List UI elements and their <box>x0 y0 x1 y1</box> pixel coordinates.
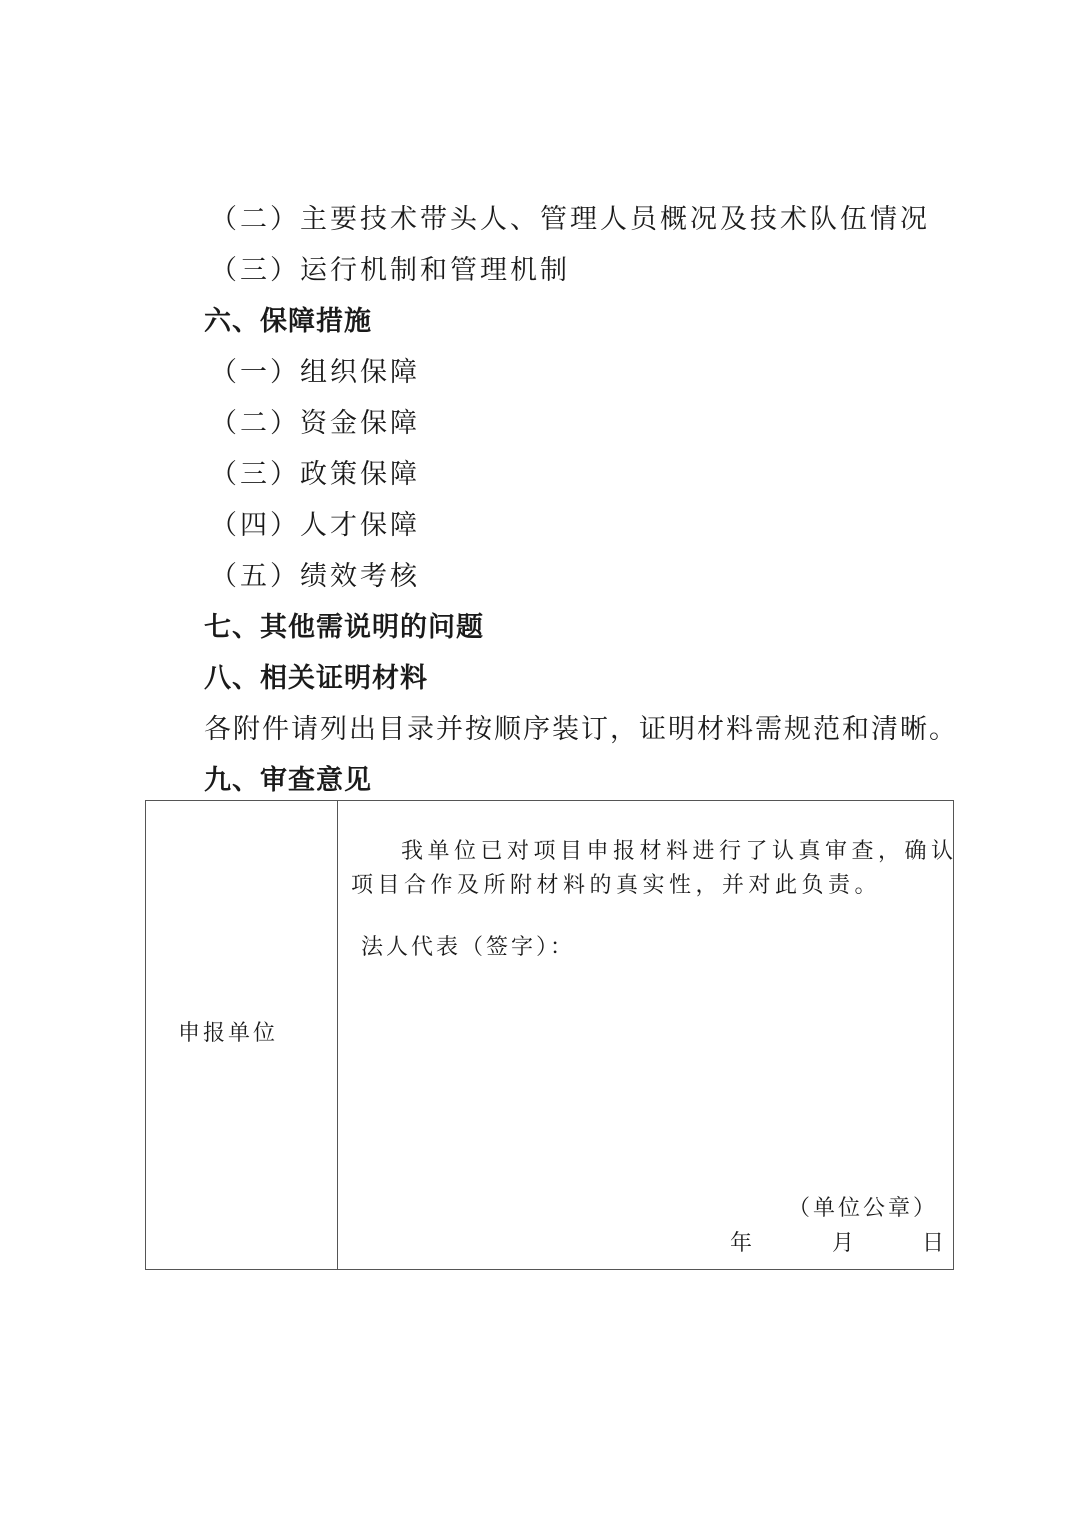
outline-item-tech-team: （二）主要技术带头人、管理人员概况及技术队伍情况 <box>210 204 930 235</box>
section-heading-review-opinion: 九、审查意见 <box>204 765 372 796</box>
review-opinion-table <box>145 800 958 1270</box>
date-year-label: 年 <box>730 1231 753 1256</box>
review-statement-line-2: 项目合作及所附材料的真实性，并对此负责。 <box>351 873 882 898</box>
date-day-label: 日 <box>922 1231 945 1256</box>
section-heading-safeguards: 六、保障措施 <box>204 306 372 337</box>
date-month-label: 月 <box>832 1231 855 1256</box>
outline-item-policy: （三）政策保障 <box>210 459 420 490</box>
section-heading-other-issues: 七、其他需说明的问题 <box>204 612 484 643</box>
legal-representative-signature-field: 法人代表（签字）： <box>361 935 576 960</box>
applicant-unit-label: 申报单位 <box>178 1021 279 1046</box>
outline-item-mechanism: （三）运行机制和管理机制 <box>210 255 570 286</box>
outline-item-organization: （一）组织保障 <box>210 357 420 388</box>
supporting-materials-note: 各附件请列出目录并按顺序装订，证明材料需规范和清晰。 <box>204 714 958 745</box>
review-statement-line-1: 我单位已对项目申报材料进行了认真审查，确认 <box>401 839 958 864</box>
table-column-divider <box>337 801 338 1269</box>
outline-item-funding: （二）资金保障 <box>210 408 420 439</box>
unit-seal-label: （单位公章） <box>788 1196 939 1221</box>
outline-item-talent: （四）人才保障 <box>210 510 420 541</box>
outline-item-performance: （五）绩效考核 <box>210 561 420 592</box>
section-heading-supporting-materials: 八、相关证明材料 <box>204 663 428 694</box>
